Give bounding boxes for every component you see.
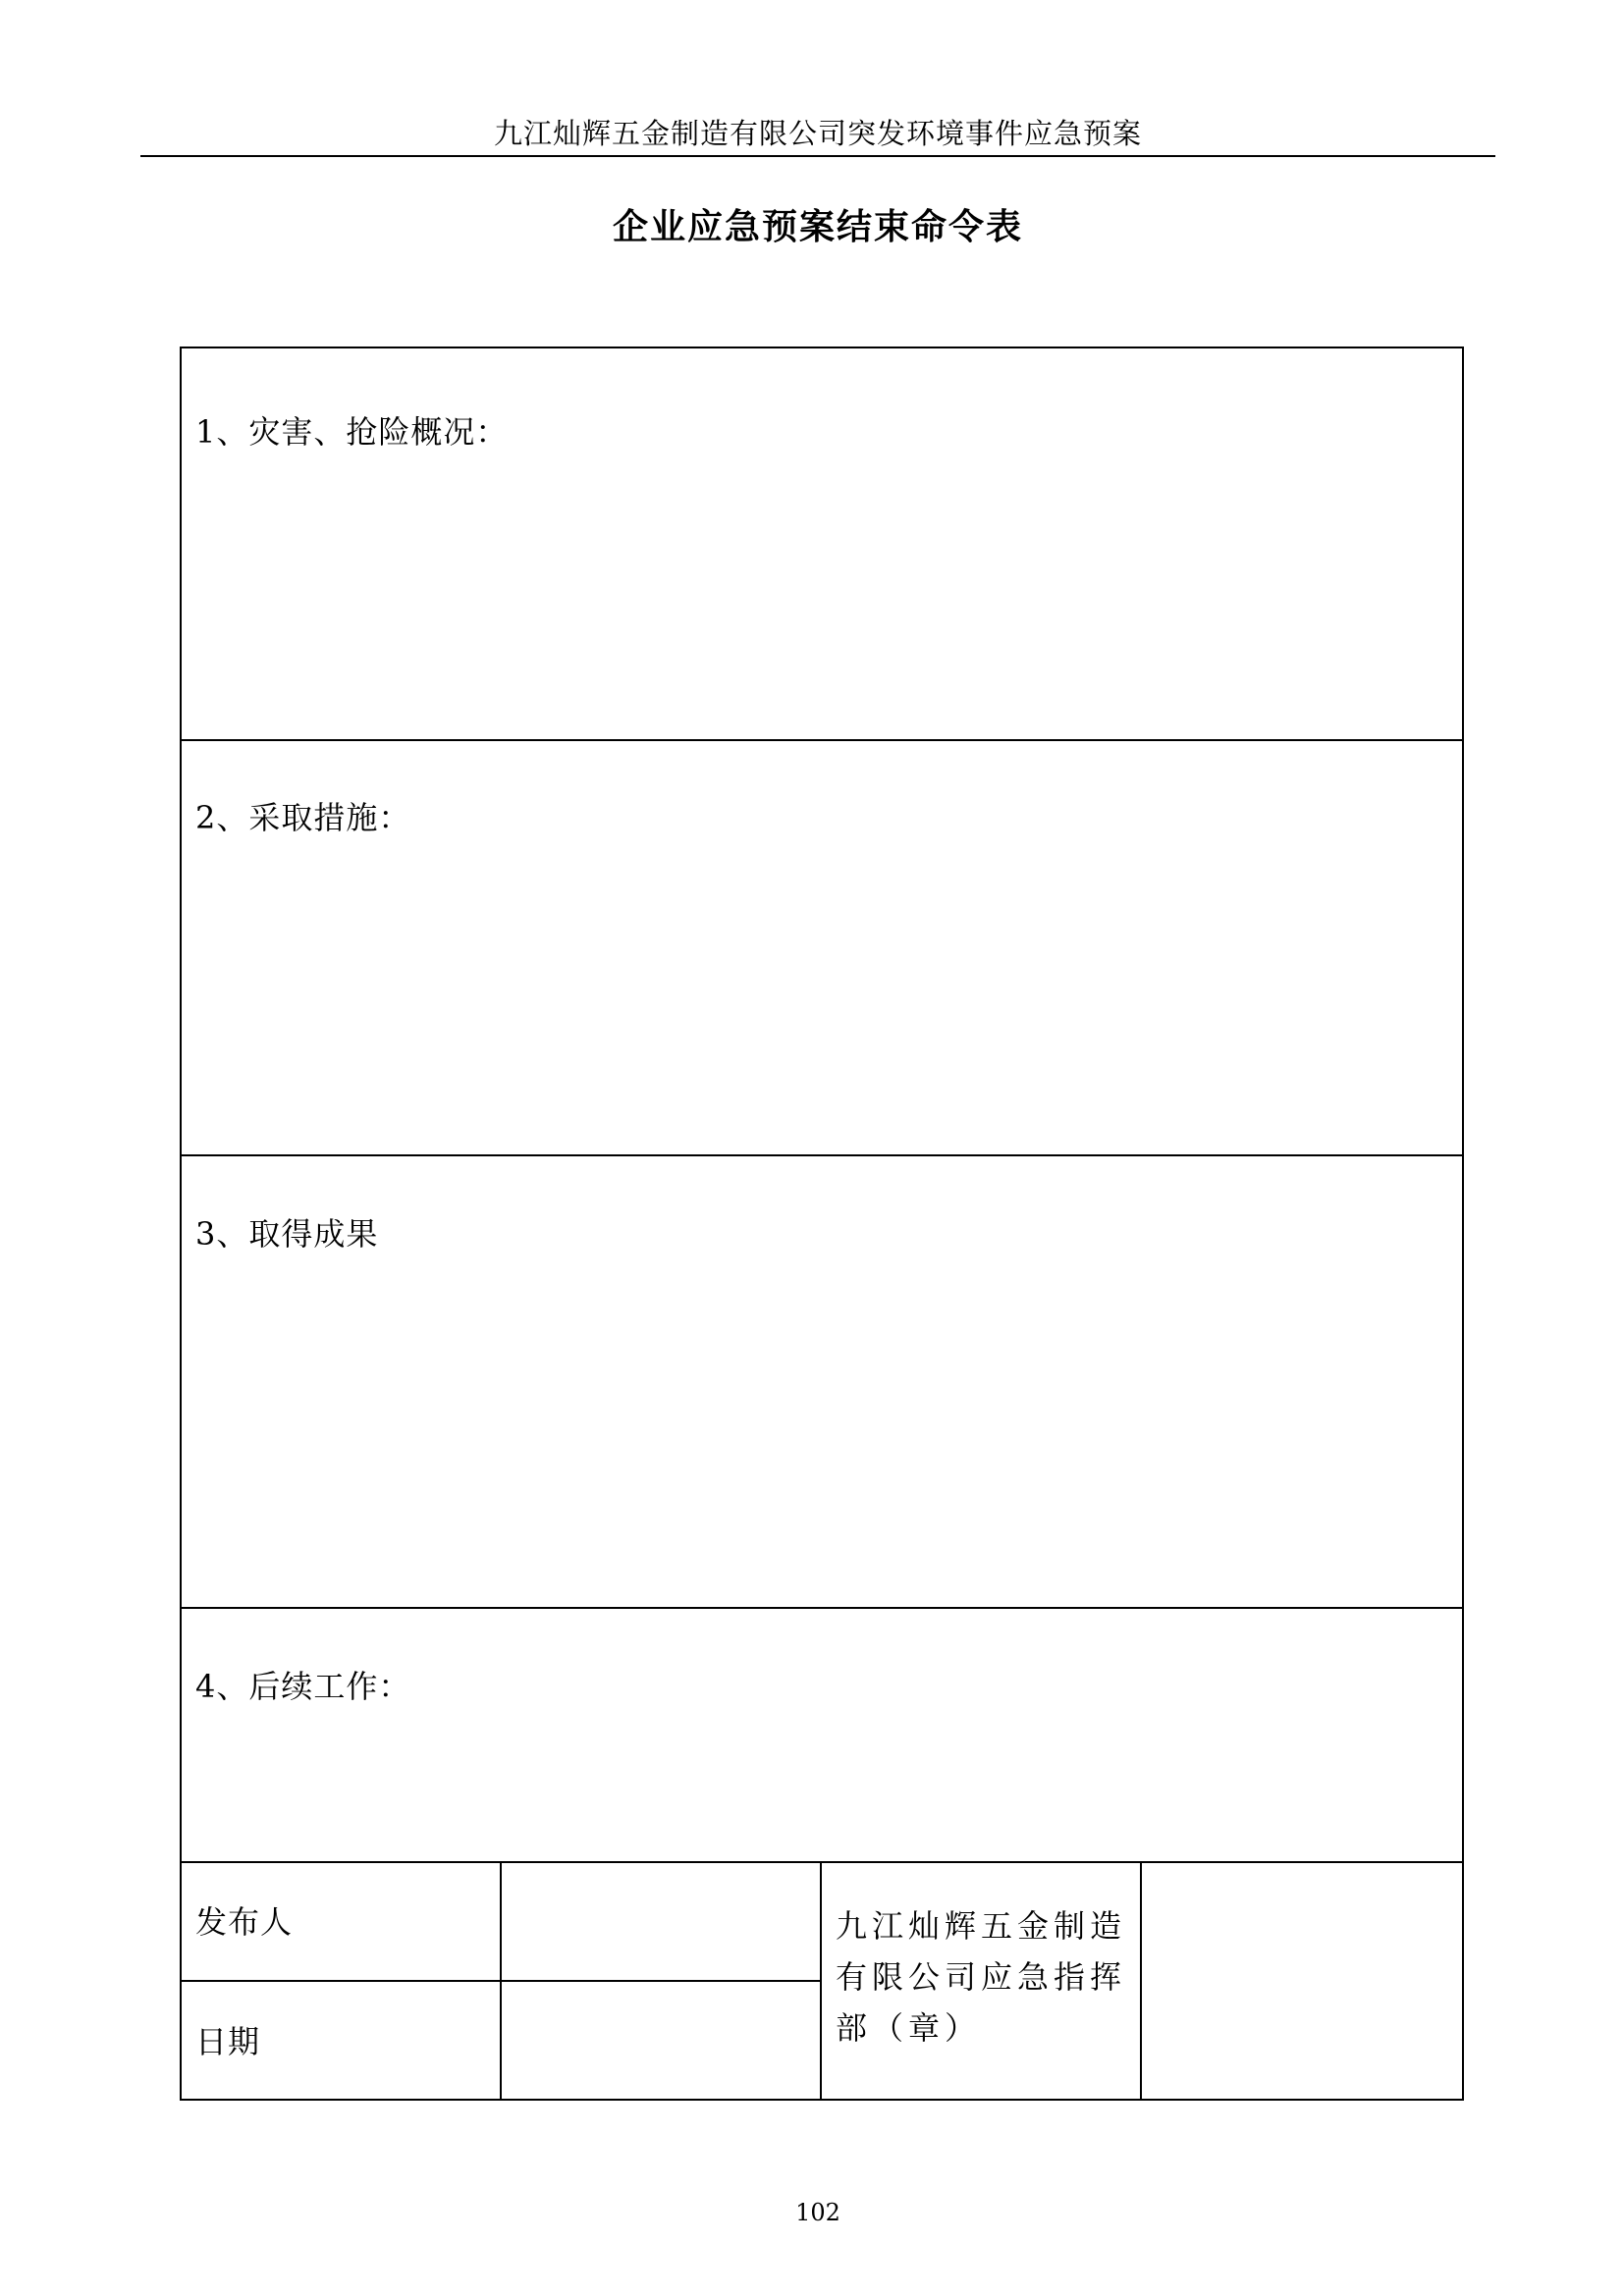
date-label: 日期 (195, 2023, 261, 2060)
measures-label: 2、采取措施： (195, 799, 411, 836)
end-command-form (180, 347, 1464, 2101)
date-label-cell (181, 1981, 501, 2100)
measures-cell[interactable] (181, 740, 1463, 1155)
section-row-results (181, 1155, 1463, 1608)
date-value-cell[interactable] (501, 1981, 821, 2100)
results-cell[interactable] (181, 1155, 1463, 1608)
header-rule (140, 155, 1495, 157)
stamp-label: 九江灿辉五金制造有限公司应急指挥部（章） (836, 1907, 1127, 2047)
signature-row-publisher (181, 1862, 1463, 1981)
results-label: 3、取得成果 (195, 1215, 379, 1253)
overview-cell[interactable] (181, 347, 1463, 740)
page-number: 102 (795, 2199, 840, 2226)
section-row-measures (181, 740, 1463, 1155)
followup-label: 4、后续工作： (195, 1668, 411, 1705)
stamp-label-cell (821, 1862, 1141, 2100)
publisher-label: 发布人 (195, 1903, 294, 1941)
followup-cell[interactable] (181, 1608, 1463, 1862)
section-row-overview (181, 347, 1463, 740)
overview-label: 1、灾害、抢险概况： (195, 413, 509, 451)
page-title: 企业应急预案结束命令表 (612, 207, 1023, 247)
section-row-followup (181, 1608, 1463, 1862)
publisher-value-cell[interactable] (501, 1862, 821, 1981)
stamp-value-cell[interactable] (1141, 1862, 1463, 2100)
publisher-label-cell (181, 1862, 501, 1981)
running-header: 九江灿辉五金制造有限公司突发环境事件应急预案 (493, 117, 1142, 150)
